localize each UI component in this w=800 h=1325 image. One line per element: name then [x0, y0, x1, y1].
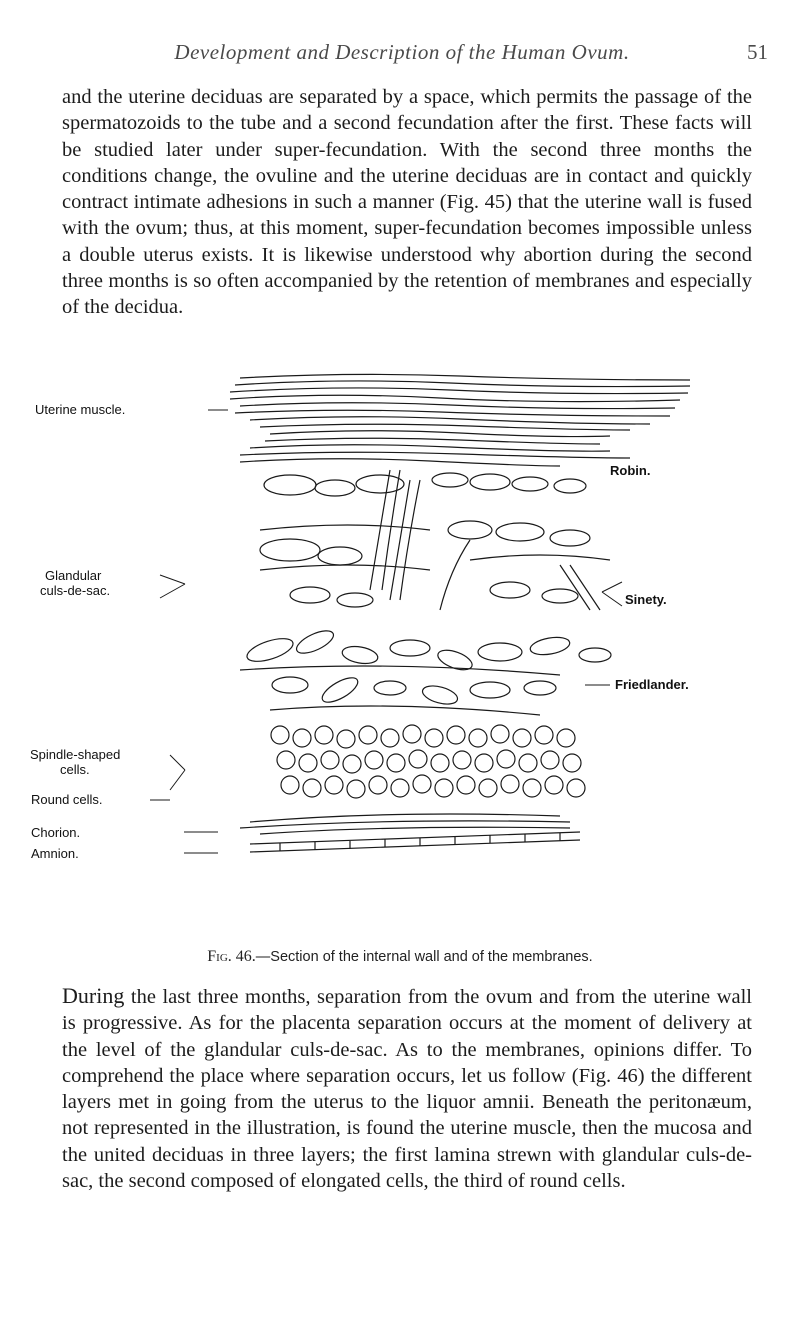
figure-caption-number: Fig. 46. [207, 948, 256, 965]
chorion-layer [240, 814, 570, 834]
running-title: Development and Description of the Human Ovum. [174, 40, 630, 64]
paragraph-1: and the uterine deciduas are separated by a space, which permits the passage of the spermatozoids to the tube and a second fecundation after the first. These facts will be studied later under super-fecundation. With the second three months the conditions change, the ovuline and the uterine deciduas are in contact and quickly contract intimate adhesions in such a manner (Fig. 45) that the uterine wall is fused with the ovum; thus, at this moment, super-fecundation becomes impossible unless a double uterus exists. It is likewise understood why abortion during the second three months is so often accompanied by the retention of membranes and especially of the decidua. [62, 86, 752, 319]
label-spindle-line2: cells. [60, 762, 90, 777]
label-uterine-muscle: Uterine muscle. [35, 402, 126, 417]
label-chorion: Chorion. [31, 825, 81, 840]
amnion-layer [250, 832, 580, 852]
running-header [36, 40, 768, 72]
glandular-layer [260, 470, 610, 610]
label-sinety: Sinety. [625, 592, 667, 607]
uterine-muscle-layer [230, 374, 690, 466]
label-glandular-line2: culs-de-sac. [40, 583, 111, 598]
paragraph-2 [62, 983, 752, 1194]
label-leaders [150, 410, 622, 853]
histology-section-illustration [90, 370, 730, 940]
page-number: 51 [747, 40, 768, 64]
label-round-cells: Round cells. [31, 792, 103, 807]
label-friedlander: Friedlander. [615, 677, 689, 692]
figure-caption-text: —Section of the internal wall and of the membranes. [255, 949, 593, 965]
paragraph-2-lead: During [62, 983, 125, 1008]
figure-46 [30, 370, 730, 940]
round-cell-layer [271, 725, 585, 798]
label-glandular-line1: Glandular [45, 568, 102, 583]
label-amnion: Amnion. [31, 846, 79, 861]
spindle-cell-layer [240, 626, 611, 715]
label-robin: Robin. [610, 463, 651, 478]
figure-caption [0, 948, 800, 966]
label-spindle-line1: Spindle-shaped [30, 747, 121, 762]
paragraph-2-text: the last three months, separation from the ovum and from the uterine wall is progressive. As for the placenta separation occurs at the moment of delivery at the level of the glandular culs-de-sac. As to the membranes, opinions differ. To comprehend the place where separation occurs, let us follow (Fig. 46) the different layers met in going from the uterus to the liquor amnii. Beneath the peritonæum, not represented in the illustration, is found the uterine muscle, then the mucosa and the united deciduas in three layers; the first lamina strewn with glandular culs-de-sac, the second composed of elongated cells, the third of round cells. [62, 986, 752, 1193]
